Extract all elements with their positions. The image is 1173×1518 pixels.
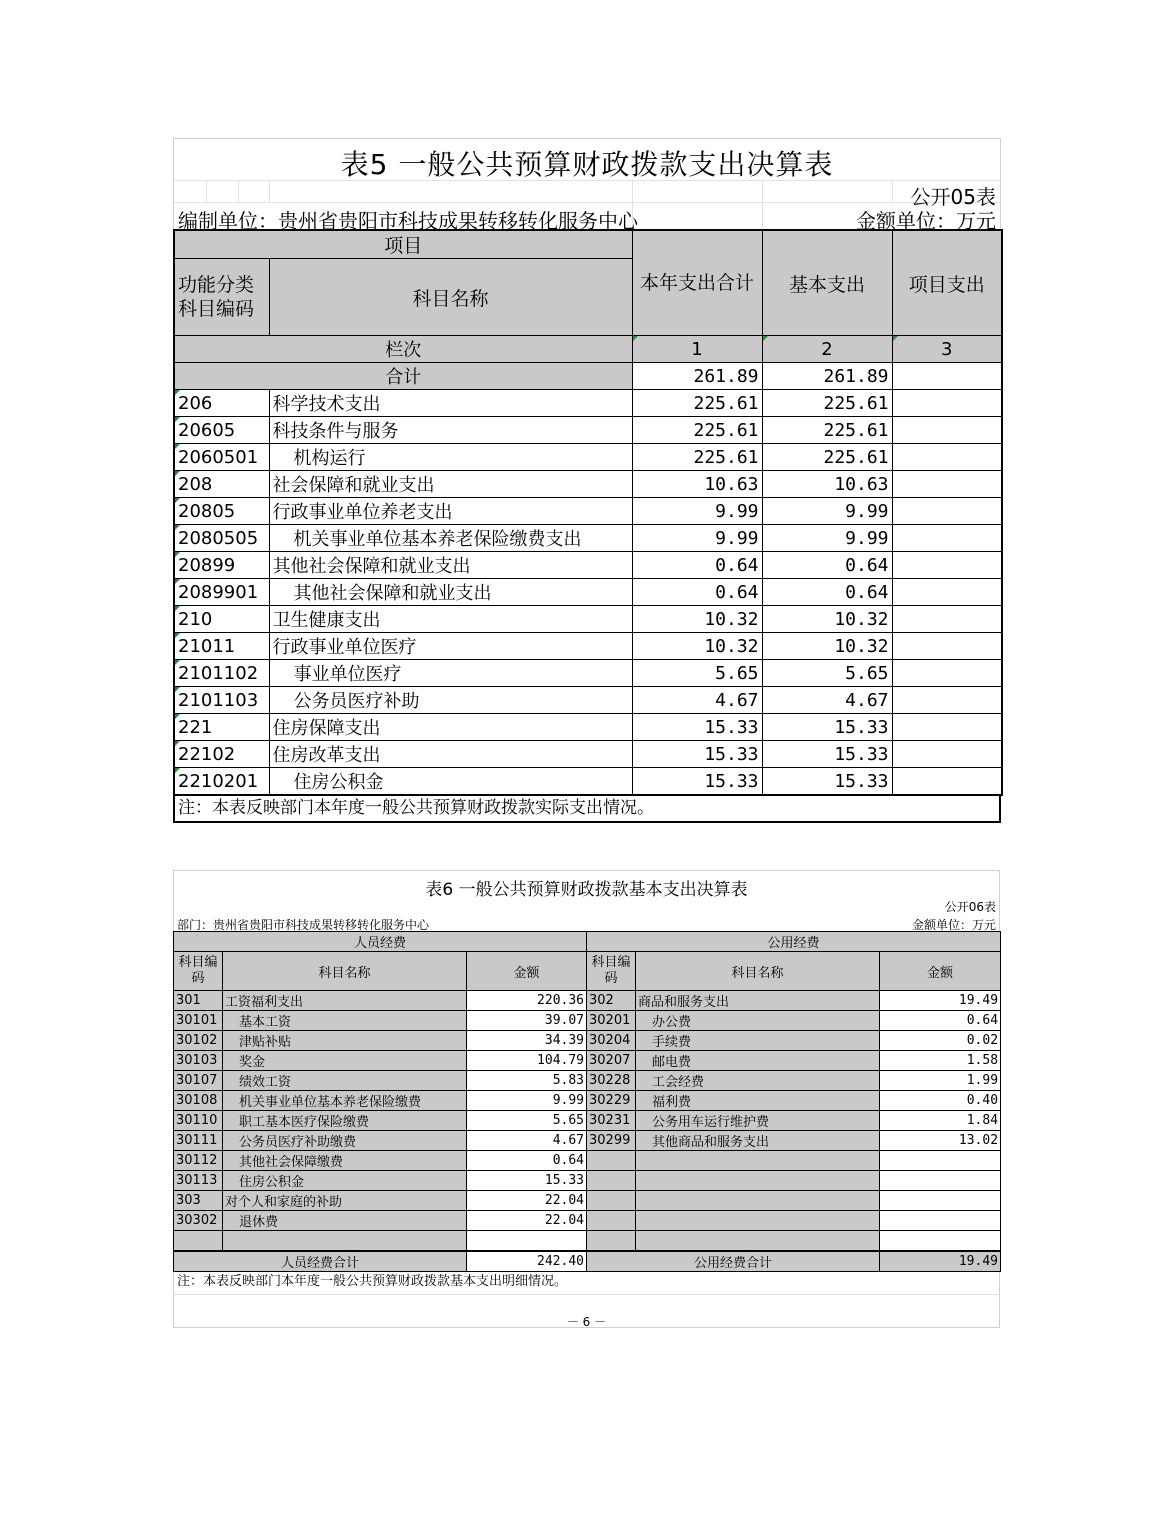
header-code: 功能分类科目编码 <box>174 259 269 336</box>
row-name: 其他社会保障和就业支出 <box>269 579 632 606</box>
row-project <box>892 390 1002 417</box>
table6-section <box>173 870 1000 1328</box>
row-project <box>892 660 1002 687</box>
row-total: 5.65 <box>632 660 762 687</box>
public-name <box>636 1171 880 1191</box>
table6-row <box>174 1091 1001 1111</box>
personnel-amount: 39.07 <box>467 1011 587 1031</box>
personnel-code: 30110 <box>174 1111 223 1131</box>
public-amount: 1.58 <box>880 1051 1001 1071</box>
row-code: 2101102 <box>174 660 269 687</box>
personnel-code: 30111 <box>174 1131 223 1151</box>
personnel-name: 公务员医疗补助缴费 <box>223 1131 467 1151</box>
public-name: 商品和服务支出 <box>636 991 880 1011</box>
public-amount: 1.84 <box>880 1111 1001 1131</box>
public-name <box>636 1191 880 1211</box>
table5-row <box>174 660 1002 687</box>
table5-header-area <box>173 138 1001 233</box>
personnel-amount: 22.04 <box>467 1211 587 1231</box>
table6-note: 注：本表反映部门本年度一般公共预算财政拨款基本支出明细情况。 <box>173 1272 1000 1294</box>
row-total: 225.61 <box>632 390 762 417</box>
personnel-amount: 4.67 <box>467 1131 587 1151</box>
personnel-name <box>223 1231 467 1251</box>
table6-row <box>174 1231 1001 1251</box>
public-amount <box>880 1211 1001 1231</box>
table6-header-area <box>173 870 1000 931</box>
personnel-name: 退休费 <box>223 1211 467 1231</box>
row-project <box>892 525 1002 552</box>
table5-row <box>174 768 1002 796</box>
personnel-name: 基本工资 <box>223 1011 467 1031</box>
personnel-amount: 22.04 <box>467 1191 587 1211</box>
personnel-name: 工资福利支出 <box>223 991 467 1011</box>
personnel-code: 30112 <box>174 1151 223 1171</box>
public-amount <box>880 1191 1001 1211</box>
public-code <box>587 1151 636 1171</box>
sum-basic: 261.89 <box>762 363 892 390</box>
header-p-code: 科目编码 <box>174 952 223 991</box>
row-code: 2210201 <box>174 768 269 796</box>
table5-code: 公开05表 <box>910 185 996 209</box>
row-total: 225.61 <box>632 444 762 471</box>
header-g-amount: 金额 <box>880 952 1001 991</box>
table5-row <box>174 417 1002 444</box>
row-basic: 15.33 <box>762 714 892 741</box>
row-basic: 5.65 <box>762 660 892 687</box>
table5-row <box>174 714 1002 741</box>
row-name: 公务员医疗补助 <box>269 687 632 714</box>
row-basic: 0.64 <box>762 552 892 579</box>
public-name <box>636 1231 880 1251</box>
row-basic: 10.32 <box>762 606 892 633</box>
table5-note: 注：本表反映部门本年度一般公共预算财政拨款实际支出情况。 <box>173 796 1001 823</box>
table5-row <box>174 606 1002 633</box>
public-code: 30207 <box>587 1051 636 1071</box>
personnel-name: 绩效工资 <box>223 1071 467 1091</box>
header-public: 公用经费 <box>587 932 1001 952</box>
row-project <box>892 714 1002 741</box>
table6-row <box>174 1051 1001 1071</box>
public-code: 30201 <box>587 1011 636 1031</box>
table5-unit: 编制单位：贵州省贵阳市科技成果转移转化服务中心 <box>178 209 638 233</box>
personnel-amount: 15.33 <box>467 1171 587 1191</box>
public-total: 19.49 <box>880 1252 1001 1272</box>
public-amount: 0.64 <box>880 1011 1001 1031</box>
row-name: 机构运行 <box>269 444 632 471</box>
table5-section <box>173 138 1001 823</box>
row-basic: 225.61 <box>762 444 892 471</box>
row-code: 208 <box>174 471 269 498</box>
row-total: 10.32 <box>632 633 762 660</box>
public-amount: 1.99 <box>880 1071 1001 1091</box>
row-code: 2080505 <box>174 525 269 552</box>
row-basic: 225.61 <box>762 390 892 417</box>
public-code <box>587 1211 636 1231</box>
row-total: 10.32 <box>632 606 762 633</box>
personnel-name: 机关事业单位基本养老保险缴费 <box>223 1091 467 1111</box>
public-amount: 13.02 <box>880 1131 1001 1151</box>
header-project: 项目 <box>174 230 632 259</box>
public-name: 手续费 <box>636 1031 880 1051</box>
personnel-total-label: 人员经费合计 <box>174 1252 467 1272</box>
row-total: 4.67 <box>632 687 762 714</box>
table6-row <box>174 1151 1001 1171</box>
table5-row <box>174 444 1002 471</box>
row-code: 20805 <box>174 498 269 525</box>
personnel-name: 津贴补贴 <box>223 1031 467 1051</box>
public-code: 30228 <box>587 1071 636 1091</box>
row-name: 社会保障和就业支出 <box>269 471 632 498</box>
personnel-amount: 34.39 <box>467 1031 587 1051</box>
row-name: 住房公积金 <box>269 768 632 796</box>
row-name: 行政事业单位医疗 <box>269 633 632 660</box>
table6-footer <box>173 1294 1000 1328</box>
row-basic: 225.61 <box>762 417 892 444</box>
table6-row <box>174 1191 1001 1211</box>
public-total-label: 公用经费合计 <box>587 1252 880 1272</box>
row-project <box>892 552 1002 579</box>
row-name: 其他社会保障和就业支出 <box>269 552 632 579</box>
row-name: 住房保障支出 <box>269 714 632 741</box>
table5-title: 表5 一般公共预算财政拨款支出决算表 <box>340 148 834 181</box>
personnel-code: 30103 <box>174 1051 223 1071</box>
public-name: 工会经费 <box>636 1071 880 1091</box>
public-amount <box>880 1171 1001 1191</box>
personnel-amount: 9.99 <box>467 1091 587 1111</box>
public-code: 30231 <box>587 1111 636 1131</box>
row-name: 行政事业单位养老支出 <box>269 498 632 525</box>
personnel-total: 242.40 <box>467 1252 587 1272</box>
row-total: 225.61 <box>632 417 762 444</box>
row-total: 15.33 <box>632 741 762 768</box>
public-code <box>587 1231 636 1251</box>
table6-title: 表6 一般公共预算财政拨款基本支出决算表 <box>425 880 748 900</box>
col-index-2: 2 <box>762 336 892 363</box>
header-personnel: 人员经费 <box>174 932 587 952</box>
row-code: 2089901 <box>174 579 269 606</box>
row-project <box>892 444 1002 471</box>
table6-code: 公开06表 <box>944 900 996 914</box>
row-name: 卫生健康支出 <box>269 606 632 633</box>
public-name <box>636 1211 880 1231</box>
personnel-name: 对个人和家庭的补助 <box>223 1191 467 1211</box>
row-project <box>892 471 1002 498</box>
table5 <box>173 229 1003 796</box>
public-code: 30299 <box>587 1131 636 1151</box>
personnel-code <box>174 1231 223 1251</box>
header-project-expense: 项目支出 <box>892 230 1002 336</box>
personnel-name: 职工基本医疗保险缴费 <box>223 1111 467 1131</box>
personnel-code: 30113 <box>174 1171 223 1191</box>
row-name: 住房改革支出 <box>269 741 632 768</box>
personnel-name: 住房公积金 <box>223 1171 467 1191</box>
row-code: 2101103 <box>174 687 269 714</box>
table6-row <box>174 1111 1001 1131</box>
row-basic: 4.67 <box>762 687 892 714</box>
row-code: 20899 <box>174 552 269 579</box>
row-code: 2060501 <box>174 444 269 471</box>
public-code: 30204 <box>587 1031 636 1051</box>
row-code: 22102 <box>174 741 269 768</box>
row-total: 15.33 <box>632 714 762 741</box>
row-basic: 0.64 <box>762 579 892 606</box>
col-index-1: 1 <box>632 336 762 363</box>
row-project <box>892 498 1002 525</box>
personnel-amount: 5.65 <box>467 1111 587 1131</box>
row-total: 15.33 <box>632 768 762 796</box>
public-name: 其他商品和服务支出 <box>636 1131 880 1151</box>
personnel-amount <box>467 1231 587 1251</box>
personnel-name: 其他社会保障缴费 <box>223 1151 467 1171</box>
table6-row <box>174 1071 1001 1091</box>
table5-row <box>174 579 1002 606</box>
table6-amount-unit: 金额单位：万元 <box>911 918 996 932</box>
table6-row <box>174 991 1001 1011</box>
row-basic: 15.33 <box>762 741 892 768</box>
personnel-code: 301 <box>174 991 223 1011</box>
header-total: 本年支出合计 <box>632 230 762 336</box>
row-total: 0.64 <box>632 552 762 579</box>
row-code: 21011 <box>174 633 269 660</box>
row-code: 206 <box>174 390 269 417</box>
row-basic: 10.32 <box>762 633 892 660</box>
personnel-code: 30107 <box>174 1071 223 1091</box>
public-code <box>587 1191 636 1211</box>
header-p-name: 科目名称 <box>223 952 467 991</box>
public-code: 30229 <box>587 1091 636 1111</box>
table5-row <box>174 741 1002 768</box>
table5-row <box>174 498 1002 525</box>
personnel-name: 奖金 <box>223 1051 467 1071</box>
personnel-amount: 0.64 <box>467 1151 587 1171</box>
row-code: 20605 <box>174 417 269 444</box>
public-amount: 19.49 <box>880 991 1001 1011</box>
row-project <box>892 687 1002 714</box>
personnel-code: 30108 <box>174 1091 223 1111</box>
row-project <box>892 417 1002 444</box>
public-name: 办公费 <box>636 1011 880 1031</box>
personnel-amount: 220.36 <box>467 991 587 1011</box>
row-name: 机关事业单位基本养老保险缴费支出 <box>269 525 632 552</box>
header-p-amount: 金额 <box>467 952 587 991</box>
personnel-code: 30302 <box>174 1211 223 1231</box>
row-code: 221 <box>174 714 269 741</box>
header-g-code: 科目编码 <box>587 952 636 991</box>
row-basic: 9.99 <box>762 525 892 552</box>
public-amount <box>880 1151 1001 1171</box>
personnel-amount: 104.79 <box>467 1051 587 1071</box>
table6 <box>173 931 1001 1251</box>
col-index-3: 3 <box>892 336 1002 363</box>
page-number: － 6 － <box>566 1315 607 1329</box>
row-basic: 9.99 <box>762 498 892 525</box>
row-total: 9.99 <box>632 498 762 525</box>
row-name: 科技条件与服务 <box>269 417 632 444</box>
table6-dept: 部门：贵州省贵阳市科技成果转移转化服务中心 <box>177 918 430 932</box>
row-project <box>892 741 1002 768</box>
public-name: 福利费 <box>636 1091 880 1111</box>
row-name: 科学技术支出 <box>269 390 632 417</box>
row-label: 栏次 <box>174 336 632 363</box>
public-name: 公务用车运行维护费 <box>636 1111 880 1131</box>
public-code <box>587 1171 636 1191</box>
row-project <box>892 768 1002 796</box>
public-amount: 0.40 <box>880 1091 1001 1111</box>
table5-row <box>174 552 1002 579</box>
row-total: 9.99 <box>632 525 762 552</box>
sum-project <box>892 363 1002 390</box>
row-total: 10.63 <box>632 471 762 498</box>
row-project <box>892 606 1002 633</box>
table5-row <box>174 471 1002 498</box>
public-amount <box>880 1231 1001 1251</box>
personnel-code: 30101 <box>174 1011 223 1031</box>
table5-row <box>174 525 1002 552</box>
row-project <box>892 579 1002 606</box>
table6-total <box>173 1251 1001 1272</box>
sum-label: 合计 <box>174 363 632 390</box>
table5-row <box>174 633 1002 660</box>
personnel-code: 30102 <box>174 1031 223 1051</box>
row-code: 210 <box>174 606 269 633</box>
header-name: 科目名称 <box>269 259 632 336</box>
personnel-amount: 5.83 <box>467 1071 587 1091</box>
table6-row <box>174 1171 1001 1191</box>
sum-total: 261.89 <box>632 363 762 390</box>
table6-row <box>174 1131 1001 1151</box>
row-basic: 15.33 <box>762 768 892 796</box>
public-name <box>636 1151 880 1171</box>
public-code: 302 <box>587 991 636 1011</box>
table6-row <box>174 1011 1001 1031</box>
table6-row <box>174 1031 1001 1051</box>
row-basic: 10.63 <box>762 471 892 498</box>
header-basic: 基本支出 <box>762 230 892 336</box>
public-name: 邮电费 <box>636 1051 880 1071</box>
row-name: 事业单位医疗 <box>269 660 632 687</box>
public-amount: 0.02 <box>880 1031 1001 1051</box>
table5-row <box>174 390 1002 417</box>
row-project <box>892 633 1002 660</box>
table6-row <box>174 1211 1001 1231</box>
table5-row <box>174 687 1002 714</box>
personnel-code: 303 <box>174 1191 223 1211</box>
table5-amount-unit: 金额单位：万元 <box>856 209 996 233</box>
header-g-name: 科目名称 <box>636 952 880 991</box>
row-total: 0.64 <box>632 579 762 606</box>
